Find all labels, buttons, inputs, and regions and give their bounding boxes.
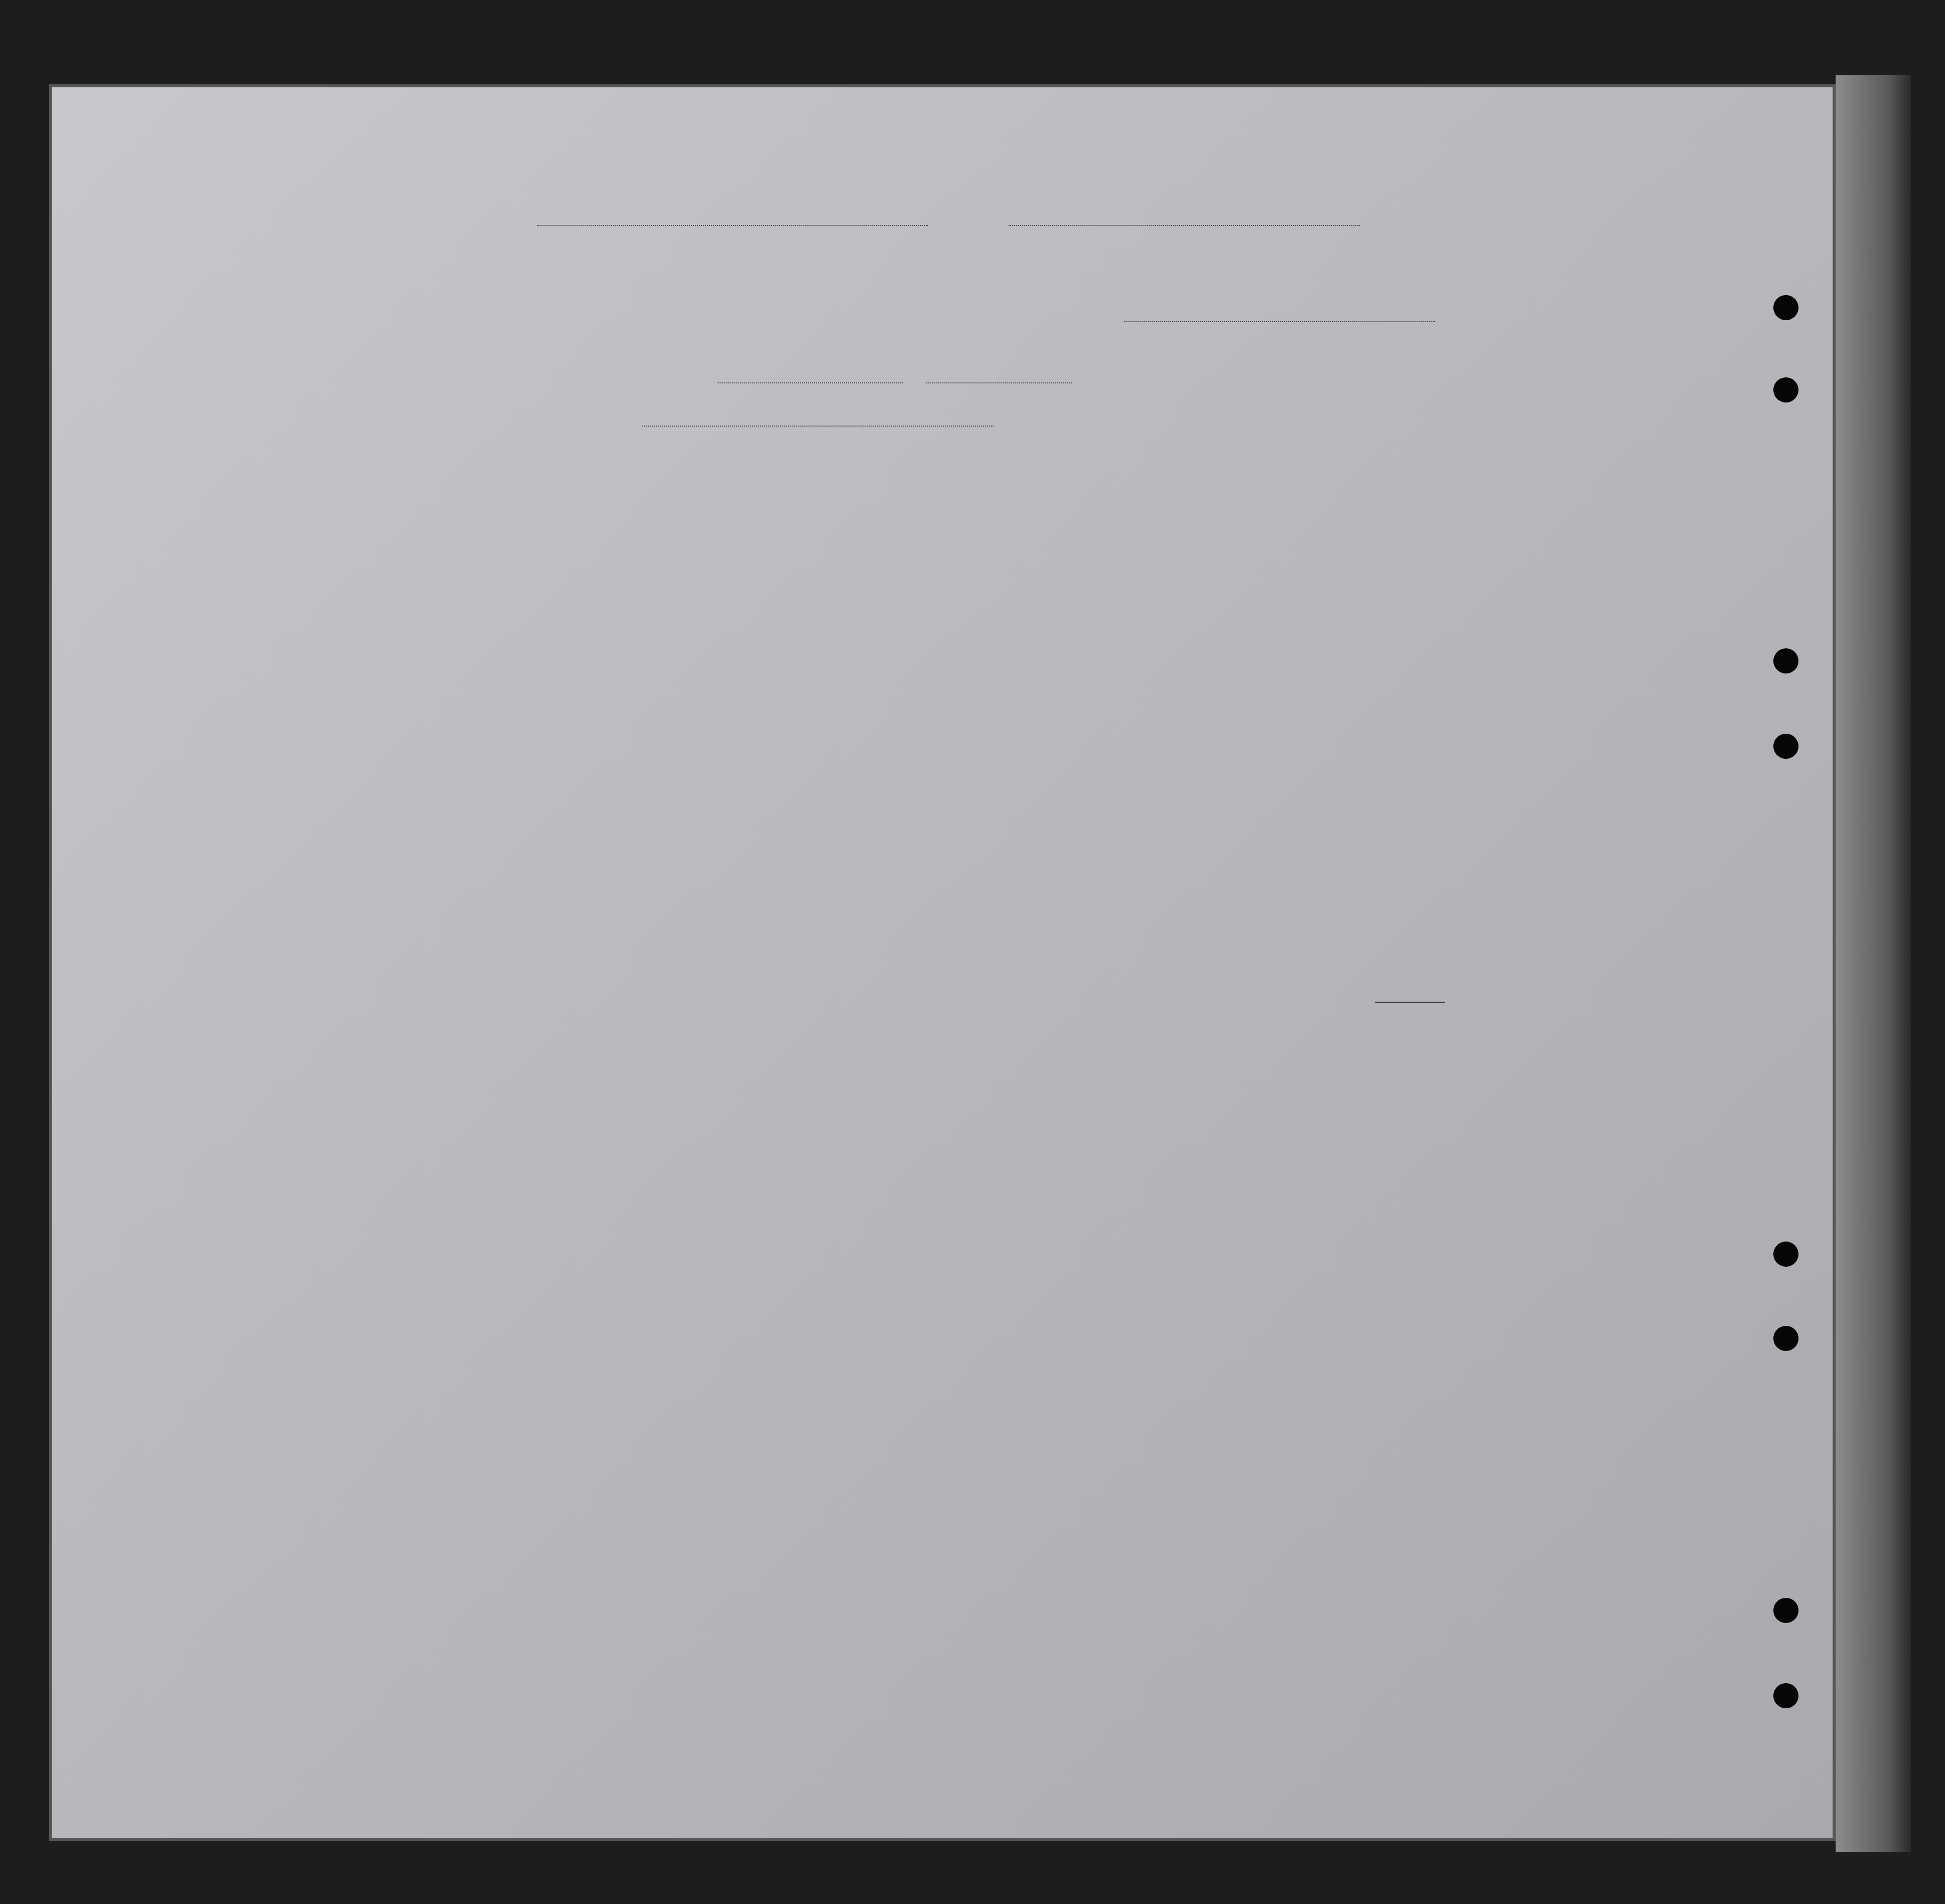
punch-hole xyxy=(1773,295,1798,320)
punch-hole xyxy=(1773,1598,1798,1623)
month-blank xyxy=(926,382,1072,383)
name-blank xyxy=(537,225,928,226)
punch-hole xyxy=(1773,1326,1798,1351)
punch-hole xyxy=(1773,377,1798,402)
inspector-signature-line xyxy=(642,426,994,427)
punch-hole xyxy=(1773,1242,1798,1267)
manifest-page xyxy=(49,84,1836,1841)
punch-hole xyxy=(1773,648,1798,673)
adjacent-page-edge xyxy=(1836,75,1911,1852)
races-title-rule xyxy=(1375,1002,1445,1003)
day-blank xyxy=(718,382,903,383)
vessel-blank xyxy=(1009,225,1360,226)
punch-hole xyxy=(1773,734,1798,759)
punch-hole xyxy=(1773,1683,1798,1708)
master-signature-line xyxy=(1124,321,1435,322)
